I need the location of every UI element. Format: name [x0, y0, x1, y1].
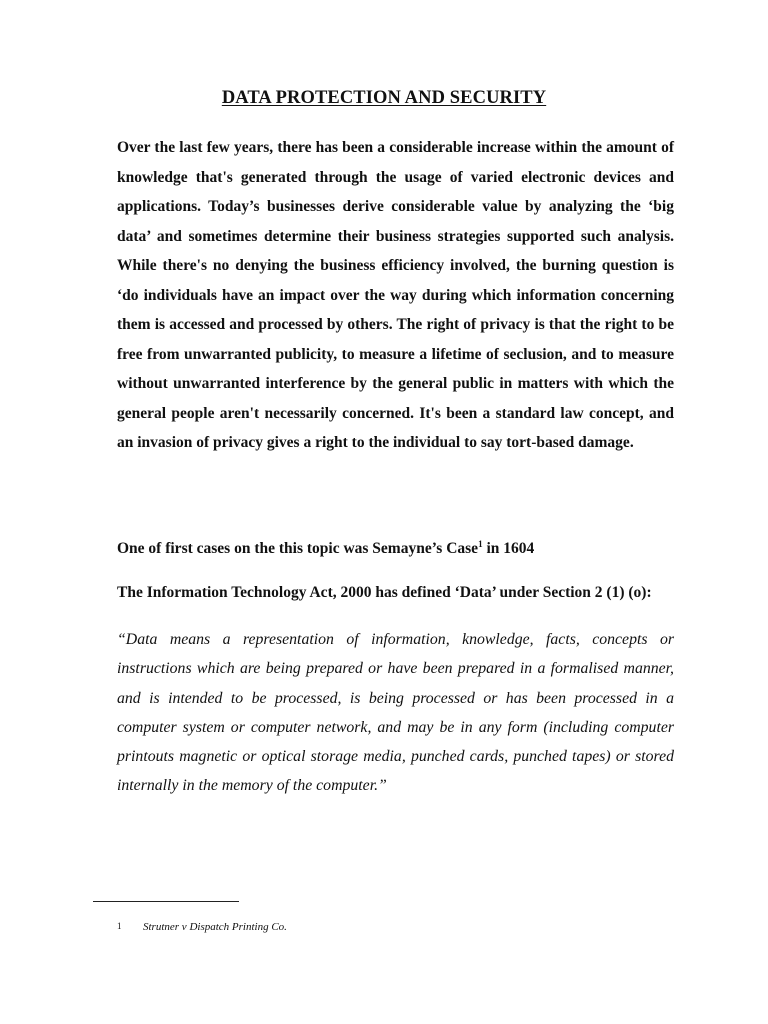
case-paragraph — [117, 534, 674, 564]
footnote-text: Strutner v Dispatch Printing Co. — [143, 921, 287, 933]
case-text: One of first cases on the this topic was Semayne’s Case — [117, 540, 479, 557]
intro-paragraph: Over the last few years, there has been a considerable increase within the amount of knowledge that's generated through the usage of varied electronic devices and applications. Today’s businesses derive considerable value by analyzing the ‘big data’ and sometimes determine their business strategies supported such analysis. While there's no denying the business efficiency involved, the burning question is ‘do individuals have an impact over the way during which information concerning them is accessed and processed by others. The right of privacy is that the right to be free from unwarranted publicity, to measure a lifetime of seclusion, and to measure without unwarranted interference by the general public in matters with which the general people aren't necessarily concerned. It's been a standard law concept, and an invasion of privacy gives a right to the individual to say tort-based damage. — [117, 139, 674, 451]
document-title: DATA PROTECTION AND SECURITY — [221, 88, 547, 108]
case-year-text: in 1604 — [482, 540, 535, 557]
footnote-number: 1 — [117, 921, 122, 931]
it-act-paragraph: The Information Technology Act, 2000 has defined ‘Data’ under Section 2 (1) (o): — [117, 584, 652, 601]
data-definition-quote: “Data means a representation of information, knowledge, facts, concepts or instructions which are being prepared or have been prepared in a formalised manner, and is intended to be processed, is being processed or has been processed in a computer system or computer network, and may be in any form (including computer printouts magnetic or optical storage media, punched cards, punched tapes) or stored internally in the memory of the computer.” — [117, 631, 674, 795]
footnote-reference[interactable]: 1 — [478, 538, 483, 549]
footnote-separator — [93, 901, 239, 902]
